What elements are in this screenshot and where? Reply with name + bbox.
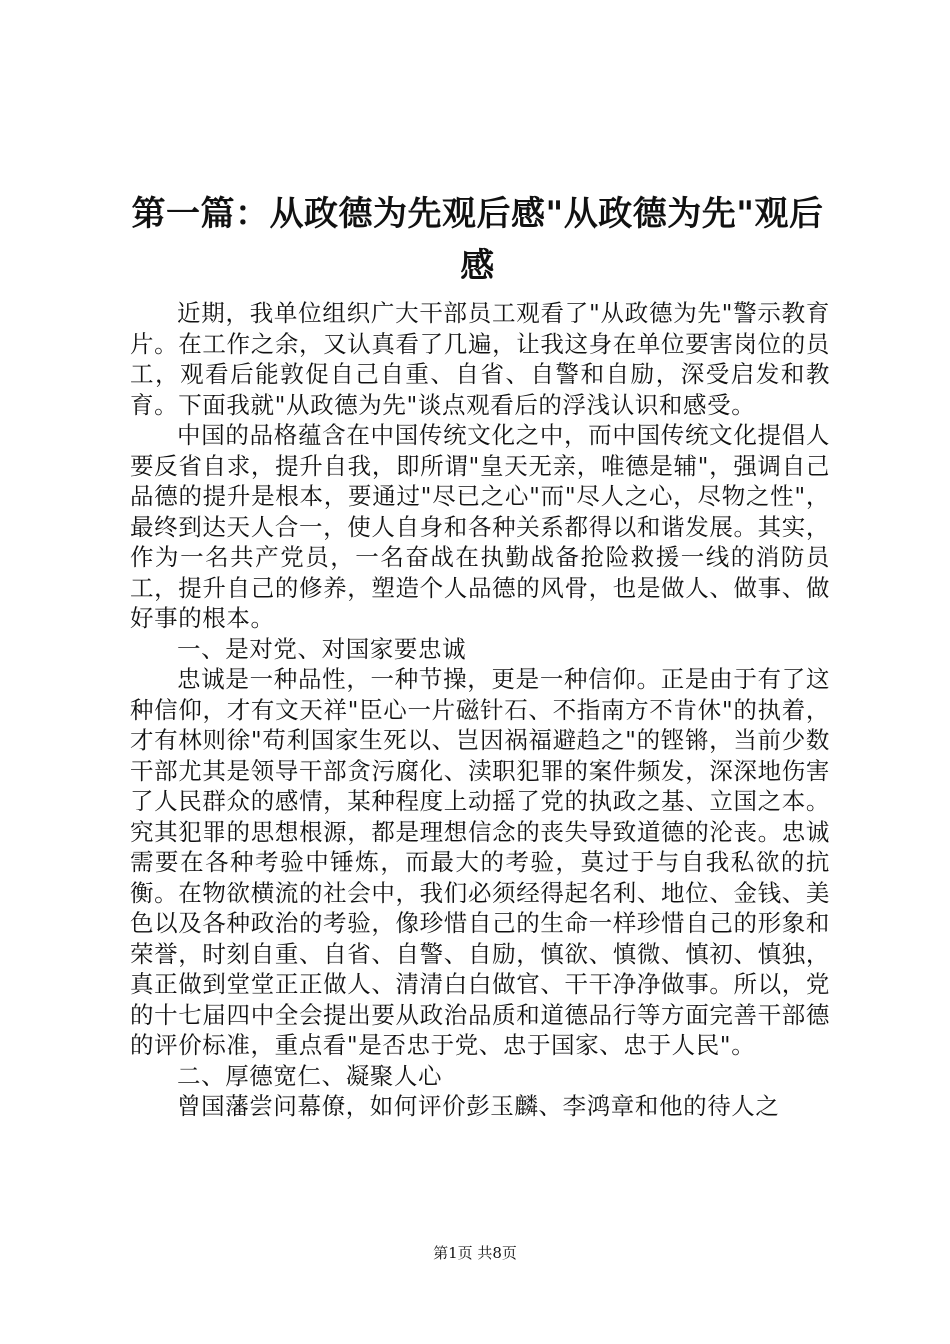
section-heading-loyalty: 一、是对党、对国家要忠诚 — [177, 634, 467, 663]
paragraph-culture: 中国的品格蕴含在中国传统文化之中，而中国传统文化提倡人要反省自求，提升自我，即所谓"皇天无亲，唯德是辅"，强调自己品德的提升是根本，要通过"尽已之心"而"尽人之心，尽物之性"，最终到达天人合一，使人自身和各种关系都得以和谐发展。其实，作为一名共产党员，一名奋战在执勤战备抢险救援一线的消防员工，提升自己的修养，塑造个人品德的风骨，也是做人、做事、做好事的根本。 — [130, 421, 830, 632]
paragraph-virtue: 曾国藩尝问幕僚，如何评价彭玉麟、李鸿章和他的待人之 — [177, 1092, 780, 1120]
page-footer: 第1页 共8页 — [433, 1244, 517, 1262]
paragraph-loyalty: 忠诚是一种品性，一种节操，更是一种信仰。正是由于有了这种信仰，才有文天祥"臣心一片磁针石、不指南方不肯休"的执着，才有林则徐"苟利国家生死以、岂因祸福避趋之"的铿锵，当前少数干部尤其是领导干部贪污腐化、渎职犯罪的案件频发，深深地伤害了人民群众的感情，某种程度上动摇了党的执政之基、立国之本。究其犯罪的思想根源，都是理想信念的丧失导致道德的沦丧。忠诚需要在各种考验中锤炼，而最大的考验，莫过于与自我私欲的抗衡。在物欲横流的社会中，我们必须经得起名利、地位、金钱、美色以及各种政治的考验，像珍惜自己的生命一样珍惜自己的形象和荣誉，时刻自重、自省、自警、自励，慎欲、慎微、慎初、慎独，真正做到堂堂正正做人、清清白白做官、干干净净做事。所以，党的十七届四中全会提出要从政治品质和道德品行等方面完善干部德的评价标准，重点看"是否忠于党、忠于国家、忠于人民"。 — [130, 665, 830, 1059]
document-title: 第一篇：从政德为先观后感"从政德为先"观后感 — [131, 194, 824, 286]
paragraph-intro: 近期，我单位组织广大干部员工观看了"从政德为先"警示教育片。在工作之余，又认真看了几遍，让我这身在单位要害岗位的员工，观看后能敦促自己自重、自省、自警和自励，深受启发和教育。下面我就"从政德为先"谈点观看后的浮浅认识和感受。 — [130, 299, 830, 419]
section-heading-virtue: 二、厚德宽仁、凝聚人心 — [177, 1061, 443, 1090]
document-body — [130, 298, 830, 1122]
